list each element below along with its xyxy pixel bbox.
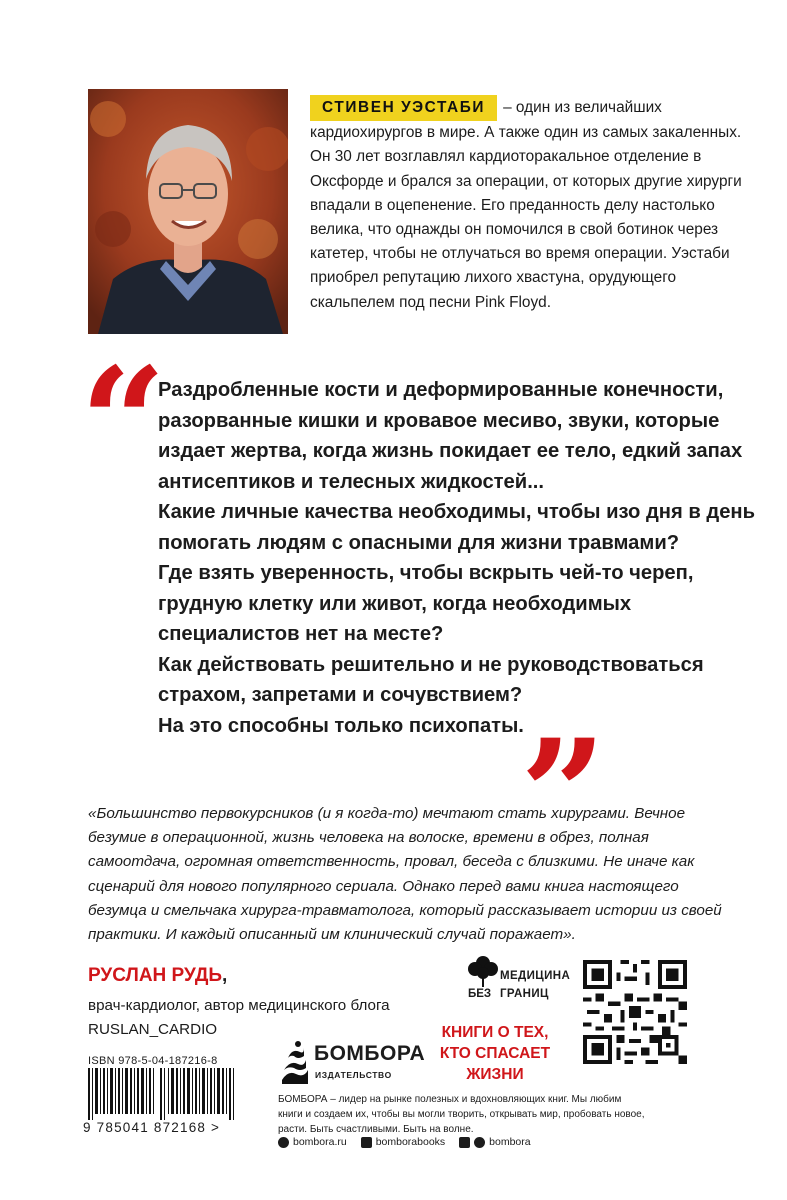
series-tagline: КНИГИ О ТЕХ, КТО СПАСАЕТ ЖИЗНИ — [439, 1024, 551, 1083]
author-bio — [310, 95, 750, 315]
vk-icon — [361, 1137, 372, 1148]
reviewer-description: врач-кардиолог, автор медицинского блога RUSLAN_CARDIO — [88, 997, 390, 1039]
quote-paragraph: Какие личные качества необходимы, чтобы изо дня в день помогать людям с опасными для жизни травмами? — [158, 501, 756, 554]
main-quote — [158, 375, 758, 741]
barcode-digits: 9 785041 872168 > — [83, 1120, 221, 1135]
reviewer-name-text: РУСЛАН РУДЬ — [88, 965, 223, 986]
social-links — [278, 1136, 531, 1148]
plus-icon — [459, 1137, 470, 1148]
wave-logo-icon — [278, 1040, 312, 1086]
series-logo — [462, 955, 572, 1015]
publisher-logo-subtitle: ИЗДАТЕЛЬСТВО — [315, 1070, 392, 1080]
review-text: «Большинство первокурсников (и я когда-то) мечтают стать хирургами. Вечное безумие в операционной, жизнь человека на волоске, времени в обрез, полная самоотдача, огромная ответственность, провал, беседа с близкими. Не иначе как сценарий для нового популярного сериала. Однако перед вами книга настоящего безумца и смельчака хирурга-травматолога, который рассказывает истории из своей практики. И каждый описанный им клинический случай поражает». — [88, 805, 722, 944]
telegram-icon — [474, 1137, 485, 1148]
author-bio-text: – один из величайших кардиохирургов в мире. А также один из самых закаленных. Он 30 лет возглавлял кардиоторакальное отделение в Оксфорде и брался за операции, от которых другие хирурги впадали в оцепенение. Его преданность делу настолько велика, что однажды он помочился в свой ботинок через катетер, чтобы не отлучаться во время операции. Уэстаби приобрел репутацию лихого хвастуна, орудующего скальпелем под песни Pink Floyd. — [310, 99, 742, 311]
isbn: ISBN 978-5-04-187216-8 — [88, 1055, 218, 1067]
reviewer-name — [88, 965, 227, 987]
author-photo — [88, 89, 288, 334]
social-link-website[interactable] — [278, 1136, 347, 1148]
quote-paragraph: Как действовать решительно и не руководствоваться страхом, запретами и сочувствием? — [158, 653, 704, 706]
qr-code — [583, 960, 687, 1064]
social-link-telegram[interactable] — [459, 1136, 530, 1148]
quote-paragraph: Раздробленные кости и деформированные конечности, разорванные кишки и кровавое месиво, звуки, которые издает жертва, когда жизнь покидает ее тело, едкий запах антисептиков и телесных жидкостей... — [158, 379, 743, 493]
social-label: bombora — [489, 1136, 531, 1148]
series-name-prefix: БЕЗ — [468, 988, 492, 1000]
social-link-vk[interactable] — [361, 1136, 445, 1148]
reviewer-comma: , — [222, 965, 228, 986]
social-label: bombora.ru — [293, 1136, 347, 1148]
author-name: СТИВЕН УЭСТАБИ — [310, 95, 497, 121]
social-label: bomborabooks — [375, 1136, 446, 1148]
quote-paragraph: Где взять уверенность, чтобы вскрыть чей-то череп, грудную клетку или живот, когда необходимых специалистов нет на месте? — [158, 562, 694, 645]
publisher-logo — [278, 1040, 426, 1088]
series-name-line2: ГРАНИЦ — [500, 988, 549, 1000]
series-name-line1: МЕДИЦИНА — [500, 970, 571, 982]
publisher-blurb: БОМБОРА – лидер на рынке полезных и вдохновляющих книг. Мы любим книги и создаем их, чтобы вы могли творить, открывать мир, пробовать новое, расти. Быть счастливыми. Быть на волне. — [278, 1094, 645, 1135]
close-quote-mark: ” — [520, 707, 607, 883]
open-quote-mark: “ — [80, 335, 167, 511]
globe-icon — [278, 1137, 289, 1148]
publisher-logo-title: БОМБОРА — [314, 1042, 426, 1065]
flower-icon — [466, 955, 500, 987]
barcode — [88, 1068, 238, 1120]
quote-paragraph: На это способны только психопаты. — [158, 714, 524, 737]
